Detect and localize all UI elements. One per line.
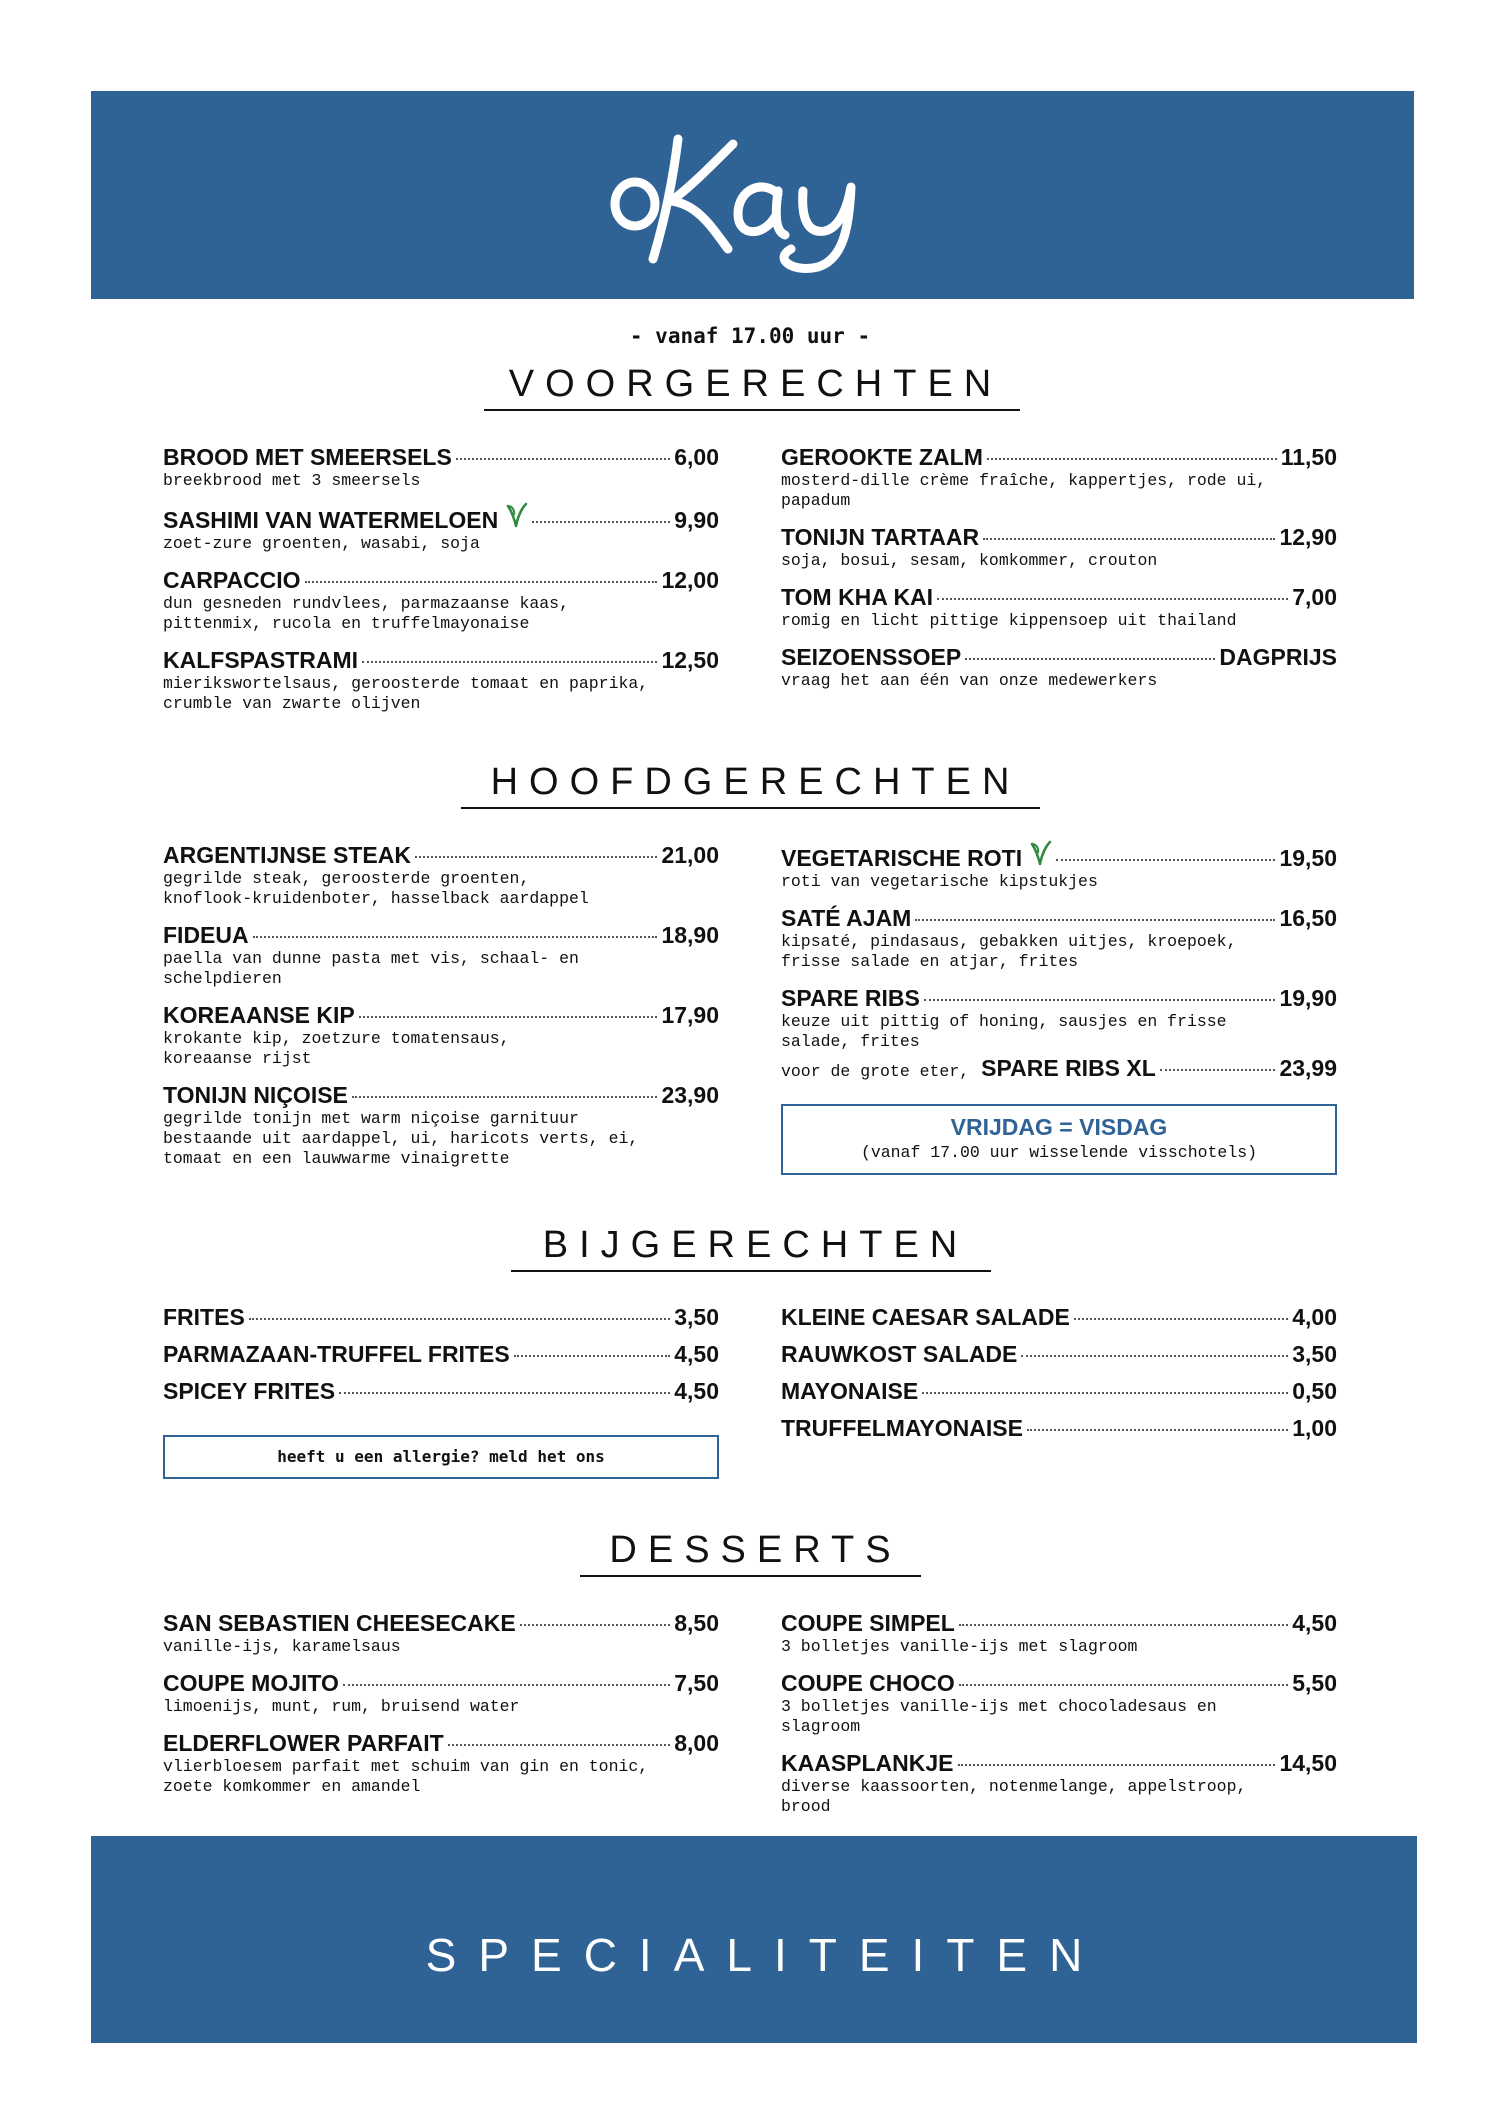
item-description: soja, bosui, sesam, komkommer, crouton [781, 551, 1158, 570]
section-title-desserts: DESSERTS [609, 1529, 902, 1571]
item-name: KLEINE CAESAR SALADE [781, 1304, 1070, 1330]
item-description: koreaanse rijst [163, 1049, 312, 1068]
item-price: 16,50 [1279, 905, 1337, 931]
menu-item [163, 1668, 719, 1718]
okay-logo [603, 109, 903, 279]
section-title-hoofdgerechten: HOOFDGERECHTEN [490, 761, 1021, 803]
item-description: 3 bolletjes vanille-ijs met slagroom [781, 1637, 1138, 1656]
menu-item [163, 1608, 719, 1658]
menu-item [781, 1608, 1337, 1658]
menu-item [781, 442, 1337, 512]
item-price: 9,90 [674, 507, 719, 533]
menu-item [781, 840, 1337, 893]
item-price: 4,00 [1292, 1304, 1337, 1330]
item-description: gegrilde steak, geroosterde groenten, [163, 869, 530, 888]
item-description: vlierbloesem parfait met schuim van gin en tonic, [163, 1757, 649, 1776]
dot-leader [965, 658, 1215, 660]
item-price: 7,00 [1292, 584, 1337, 610]
dot-leader [958, 1764, 1276, 1766]
item-name: TOM KHA KAI [781, 584, 934, 610]
item-name: SPARE RIBS XL [981, 1055, 1156, 1081]
menu-item [163, 565, 719, 635]
item-name: TONIJN TARTAAR [781, 524, 980, 550]
item-description: vanille-ijs, karamelsaus [163, 1637, 401, 1656]
visdag-banner [781, 1104, 1337, 1175]
menu-item [781, 1748, 1337, 1818]
item-description: frisse salade en atjar, frites [781, 952, 1079, 971]
item-description: schelpdieren [163, 969, 282, 988]
voorgerechten-right-column [781, 442, 1337, 692]
item-price: 17,90 [661, 1002, 719, 1028]
dot-leader [1027, 1429, 1288, 1431]
item-description: brood [781, 1797, 831, 1816]
item-price: 6,00 [674, 444, 719, 470]
item-name: SEIZOENSSOEP [781, 644, 962, 670]
item-description: knoflook-kruidenboter, hasselback aardappel [163, 889, 589, 908]
item-description: krokante kip, zoetzure tomatensaus, [163, 1029, 510, 1048]
item-name: VEGETARISCHE ROTI [781, 845, 1023, 871]
menu-item [163, 1339, 719, 1369]
menu-item [163, 502, 719, 555]
item-price: 19,50 [1279, 845, 1337, 871]
item-description: zoet-zure groenten, wasabi, soja [163, 534, 480, 553]
item-description: zoete komkommer en amandel [163, 1777, 421, 1796]
item-price: 4,50 [1292, 1610, 1337, 1636]
dot-leader [352, 1096, 658, 1098]
dot-leader [1074, 1318, 1288, 1320]
item-description: tomaat en een lauwwarme vinaigrette [163, 1149, 510, 1168]
item-description: crumble van zwarte olijven [163, 694, 421, 713]
dot-leader [448, 1744, 671, 1746]
dot-leader [532, 521, 670, 523]
item-name: SASHIMI VAN WATERMELOEN [163, 507, 499, 533]
menu-item [781, 1413, 1337, 1443]
section-rule [580, 1575, 921, 1577]
item-price: 11,50 [1280, 444, 1337, 470]
menu-item [781, 642, 1337, 692]
footer-band [91, 1836, 1417, 2043]
menu-item [781, 903, 1337, 973]
desserts-right-column [781, 1608, 1337, 1818]
item-description: mosterd-dille crème fraîche, kappertjes, rode ui, [781, 471, 1267, 490]
item-price: DAGPRIJS [1219, 644, 1337, 670]
item-price: 12,90 [1279, 524, 1337, 550]
item-name: KOREAANSE KIP [163, 1002, 355, 1028]
item-price: 7,50 [674, 1670, 719, 1696]
item-name: SPARE RIBS [781, 985, 920, 1011]
item-price: 14,50 [1279, 1750, 1337, 1776]
menu-item [781, 1339, 1337, 1369]
item-price: 19,90 [1279, 985, 1337, 1011]
item-name: RAUWKOST SALADE [781, 1341, 1018, 1367]
item-price: 8,50 [674, 1610, 719, 1636]
dot-leader [1056, 859, 1275, 861]
item-price: 3,50 [1292, 1341, 1337, 1367]
voorgerechten-left-column [163, 442, 719, 715]
item-description: breekbrood met 3 smeersels [163, 471, 421, 490]
item-price: 23,99 [1279, 1055, 1337, 1081]
dot-leader [359, 1016, 658, 1018]
bijgerechten-right-column [781, 1302, 1337, 1443]
item-name: FIDEUA [163, 922, 249, 948]
menu-item [163, 1302, 719, 1332]
item-name: FRITES [163, 1304, 245, 1330]
dot-leader [249, 1318, 670, 1320]
item-price: 0,50 [1292, 1378, 1337, 1404]
section-rule [511, 1270, 991, 1272]
menu-item [163, 1080, 719, 1170]
dot-leader [514, 1355, 671, 1357]
item-name: CARPACCIO [163, 567, 301, 593]
item-name: PARMAZAAN-TRUFFEL FRITES [163, 1341, 510, 1367]
dot-leader [305, 581, 658, 583]
menu-item [163, 1728, 719, 1798]
item-name: COUPE CHOCO [781, 1670, 955, 1696]
menu-item [781, 1376, 1337, 1406]
item-name: KALFSPASTRAMI [163, 647, 359, 673]
dot-leader [915, 919, 1275, 921]
dot-leader [253, 936, 658, 938]
item-price: 12,00 [661, 567, 719, 593]
item-description: slagroom [781, 1717, 861, 1736]
item-description: papadum [781, 491, 851, 510]
item-name: KAASPLANKJE [781, 1750, 954, 1776]
hoofdgerechten-left-column [163, 840, 719, 1170]
item-description: salade, frites [781, 1032, 920, 1051]
menu-item [163, 840, 719, 910]
item-name: MAYONAISE [781, 1378, 919, 1404]
dot-leader [1021, 1355, 1288, 1357]
item-price: 4,50 [674, 1341, 719, 1367]
item-description: keuze uit pittig of honing, sausjes en frisse [781, 1012, 1227, 1031]
dot-leader [415, 856, 658, 858]
dot-leader [983, 538, 1275, 540]
menu-item [781, 1302, 1337, 1332]
menu-item [163, 920, 719, 990]
item-description: voor de grote eter, [781, 1062, 970, 1081]
item-description: limoenijs, munt, rum, bruisend water [163, 1697, 520, 1716]
section-rule [461, 807, 1040, 809]
dot-leader [959, 1684, 1288, 1686]
allergy-notice-text: heeft u een allergie? meld het ons [277, 1447, 605, 1466]
item-description: 3 bolletjes vanille-ijs met chocoladesaus en [781, 1697, 1217, 1716]
menu-item [163, 1376, 719, 1406]
menu-item [781, 522, 1337, 572]
item-name: BROOD MET SMEERSELS [163, 444, 452, 470]
menu-item [781, 983, 1337, 1083]
item-price: 3,50 [674, 1304, 719, 1330]
item-price: 5,50 [1292, 1670, 1337, 1696]
item-price: 12,50 [661, 647, 719, 673]
item-name: SATÉ AJAM [781, 905, 912, 931]
visdag-subtitle: (vanaf 17.00 uur wisselende visschotels) [860, 1143, 1258, 1162]
bijgerechten-left-column [163, 1302, 719, 1406]
item-name: SPICEY FRITES [163, 1378, 336, 1404]
header-band [91, 91, 1414, 299]
item-description: romig en licht pittige kippensoep uit thailand [781, 611, 1237, 630]
item-price: 1,00 [1292, 1415, 1337, 1441]
dot-leader [362, 661, 657, 663]
item-name: TRUFFELMAYONAISE [781, 1415, 1023, 1441]
vegetarian-leaf-icon [1030, 840, 1052, 866]
dot-leader [937, 598, 1288, 600]
dot-leader [456, 458, 670, 460]
menu-item [781, 582, 1337, 632]
dot-leader [987, 458, 1277, 460]
opening-time-subtitle: - vanaf 17.00 uur - [629, 324, 871, 348]
dot-leader [520, 1624, 671, 1626]
menu-item [163, 1000, 719, 1070]
item-price: 23,90 [661, 1082, 719, 1108]
spare-ribs-xl-row [781, 1053, 1337, 1083]
item-description: vraag het aan één van onze medewerkers [781, 671, 1158, 690]
item-description: mierikswortelsaus, geroosterde tomaat en paprika, [163, 674, 649, 693]
allergy-notice [163, 1435, 719, 1479]
dot-leader [922, 1392, 1288, 1394]
dot-leader [339, 1392, 670, 1394]
item-name: ARGENTIJNSE STEAK [163, 842, 411, 868]
item-description: gegrilde tonijn met warm niçoise garnituur [163, 1109, 579, 1128]
item-name: SAN SEBASTIEN CHEESECAKE [163, 1610, 516, 1636]
item-description: pittenmix, rucola en truffelmayonaise [163, 614, 530, 633]
menu-item [163, 645, 719, 715]
dot-leader [924, 999, 1276, 1001]
desserts-left-column [163, 1608, 719, 1798]
hoofdgerechten-right-column [781, 840, 1337, 1083]
item-price: 21,00 [661, 842, 719, 868]
section-rule [484, 409, 1020, 411]
dot-leader [959, 1624, 1288, 1626]
menu-item [163, 442, 719, 492]
item-description: bestaande uit aardappel, ui, haricots verts, ei, [163, 1129, 639, 1148]
footer-title: SPECIALITEITEN [425, 1929, 1105, 1981]
item-description: paella van dunne pasta met vis, schaal- en [163, 949, 579, 968]
item-name: COUPE SIMPEL [781, 1610, 955, 1636]
item-name: GEROOKTE ZALM [781, 444, 983, 470]
item-description: kipsaté, pindasaus, gebakken uitjes, kroepoek, [781, 932, 1237, 951]
okay-logo-lettering [603, 109, 903, 279]
item-description: roti van vegetarische kipstukjes [781, 872, 1098, 891]
item-name: TONIJN NIÇOISE [163, 1082, 348, 1108]
vegetarian-leaf-icon [506, 502, 528, 528]
item-description: dun gesneden rundvlees, parmazaanse kaas, [163, 594, 569, 613]
dot-leader [343, 1684, 670, 1686]
item-price: 4,50 [674, 1378, 719, 1404]
item-price: 18,90 [661, 922, 719, 948]
item-name: COUPE MOJITO [163, 1670, 339, 1696]
item-price: 8,00 [674, 1730, 719, 1756]
visdag-title: VRIJDAG = VISDAG [950, 1114, 1168, 1140]
item-name: ELDERFLOWER PARFAIT [163, 1730, 444, 1756]
item-description: diverse kaassoorten, notenmelange, appelstroop, [781, 1777, 1247, 1796]
dot-leader [1160, 1069, 1276, 1071]
menu-item [781, 1668, 1337, 1738]
section-title-voorgerechten: VOORGERECHTEN [508, 363, 1003, 405]
section-title-bijgerechten: BIJGERECHTEN [542, 1224, 969, 1266]
